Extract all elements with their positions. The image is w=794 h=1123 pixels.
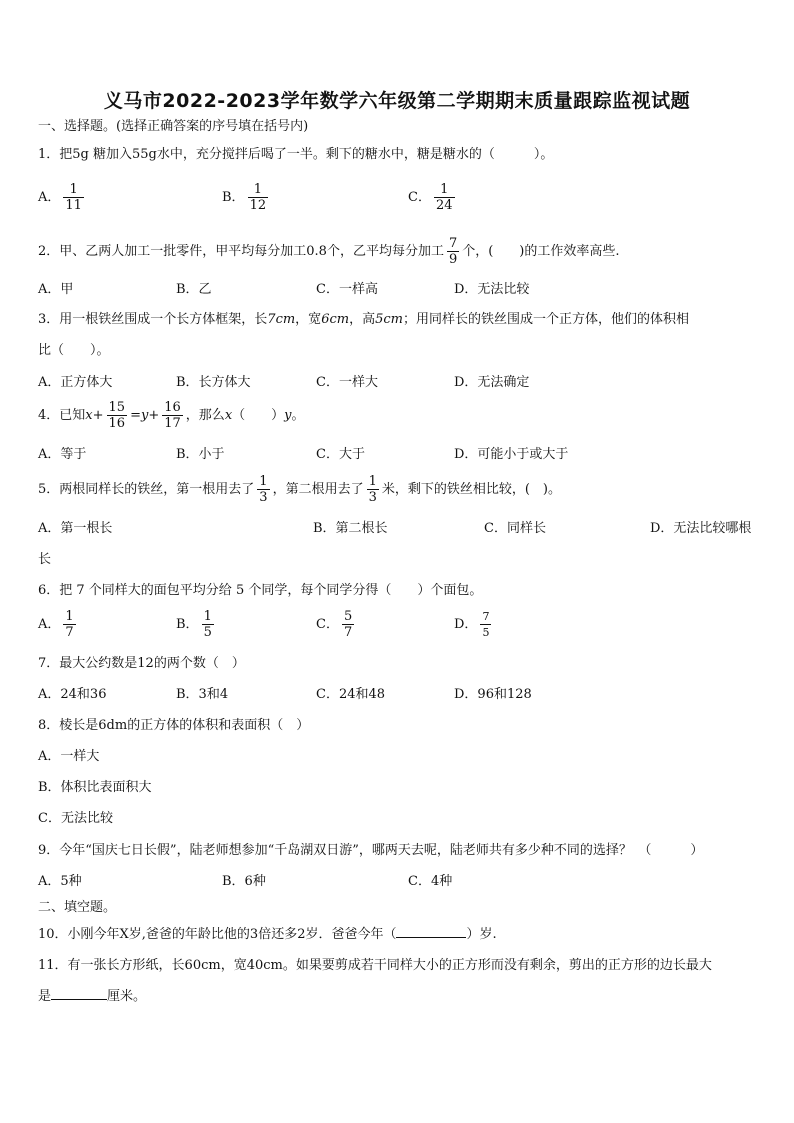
fraction: $\frac{16}{17}$: [164, 400, 181, 431]
question-11-line-1: 11．有一张长方形纸，长60cm，宽40cm。如果要剪成若干同样大小的正方形而没有剩余，剪出的正方形的边长最大: [38, 958, 712, 973]
q1-option-b: B． $\frac{1}{12}$: [222, 182, 267, 213]
q6-option-c: C． $\frac{5}{7}$: [316, 609, 353, 640]
q7-option-d: D．96和128: [454, 687, 532, 702]
q4-option-c: C．大于: [316, 447, 365, 462]
fraction: $\frac{5}{7}$: [343, 609, 353, 640]
question-7: 7．最大公约数是12的两个数（ ）: [38, 656, 245, 671]
q7-option-a: A．24和36: [38, 687, 107, 702]
fraction: $\frac{1}{3}$: [368, 474, 377, 505]
q5-option-d-continued: 长: [38, 552, 52, 567]
question-5: 5．两根同样长的铁丝，第一根用去了 $\frac{1}{3}$ ，第二根用去了 $\frac{1}{3}$ 米，剩下的铁丝相比较，( )。: [38, 474, 562, 505]
question-6: 6．把 7 个同样大的面包平均分给 5 个同学，每个同学分得（ ）个面包。: [38, 583, 483, 598]
question-1: 1．把5g 糖加入55g水中，充分搅拌后喝了一半。剩下的糖水中，糖是糖水的（ ）。: [38, 147, 554, 162]
q5-option-a: A．第一根长: [38, 521, 113, 536]
q5-option-b: B．第二根长: [313, 521, 388, 536]
section-heading-fill: 二、填空题。: [38, 900, 117, 915]
q7-option-c: C．24和48: [316, 687, 386, 702]
section-heading-choice: 一、选择题。(选择正确答案的序号填在括号内): [38, 119, 309, 134]
q3-option-d: D．无法确定: [454, 375, 530, 390]
fraction: $\frac{1}{3}$: [259, 474, 268, 505]
question-10: 10．小刚今年X岁,爸爸的年龄比他的3倍还多2岁．爸爸今年（ ）岁.: [38, 927, 497, 942]
q1-option-c: C． $\frac{1}{24}$: [408, 182, 453, 213]
q3-option-b: B．长方体大: [176, 375, 251, 390]
q8-option-b: B．体积比表面积大: [38, 780, 152, 795]
q2-option-a: A．甲: [38, 282, 74, 297]
q9-option-b: B．6种: [222, 874, 266, 889]
fraction: $\frac{1}{12}$: [249, 182, 267, 213]
q6-option-b: B． $\frac{1}{5}$: [176, 609, 212, 640]
q8-option-c: C．无法比较: [38, 811, 113, 826]
question-3-line-1: 3．用一根铁丝围成一个长方体框架，长7cm，宽6cm，高5cm；用同样长的铁丝围成一个正方体，他们的体积相: [38, 312, 689, 327]
q4-option-d: D．可能小于或大于: [454, 447, 569, 462]
fraction: $\frac{1}{5}$: [203, 609, 212, 640]
q6-option-a: A． $\frac{1}{7}$: [38, 609, 74, 640]
fraction: $\frac{15}{16}$: [108, 400, 126, 431]
q6-option-d: D． $\frac{7}{5}$: [454, 610, 490, 639]
q4-option-a: A．等于: [38, 447, 87, 462]
q3-option-c: C．一样大: [316, 375, 378, 390]
question-2: 2．甲、乙两人加工一批零件，甲平均每分加工0.8个，乙平均每分加工 $\frac{7}{9}$ 个，( )的工作效率高些.: [38, 236, 620, 267]
q5-option-d: D．无法比较哪根: [650, 521, 752, 536]
q9-option-a: A．5种: [38, 874, 82, 889]
q2-option-b: B．乙: [176, 282, 212, 297]
fraction: $\frac{1}{11}$: [65, 182, 82, 213]
answer-blank[interactable]: [51, 999, 107, 1000]
question-3-line-2: 比（ ）。: [38, 343, 110, 358]
q7-option-b: B．3和4: [176, 687, 229, 702]
question-11-line-2: 是 厘米。: [38, 989, 147, 1004]
q2-option-c: C．一样高: [316, 282, 378, 297]
q9-option-c: C．4种: [408, 874, 453, 889]
fraction: $\frac{7}{5}$: [482, 610, 490, 639]
fraction: $\frac{1}{24}$: [435, 182, 453, 213]
fraction: $\frac{1}{7}$: [65, 609, 74, 640]
question-9: 9．今年“国庆七日长假”，陆老师想参加“千岛湖双日游”，哪两天去呢，陆老师共有多少种不同的选择？ （ ）: [38, 843, 704, 858]
q4-option-b: B．小于: [176, 447, 225, 462]
q8-option-a: A．一样大: [38, 749, 100, 764]
answer-blank[interactable]: [396, 937, 466, 938]
q5-option-c: C．同样长: [484, 521, 546, 536]
fraction: $\frac{7}{9}$: [448, 236, 458, 267]
question-4: 4．已知x+ $\frac{15}{16}$ =y+ $\frac{16}{17}$ ，那么x（ ）y。: [38, 400, 305, 431]
question-8: 8．棱长是6dm的正方体的体积和表面积（ ）: [38, 718, 310, 733]
page-title: 义马市2022-2023学年数学六年级第二学期期末质量跟踪监视试题: [103, 90, 691, 112]
q1-option-a: A． $\frac{1}{11}$: [38, 182, 82, 213]
q2-option-d: D．无法比较: [454, 282, 530, 297]
q3-option-a: A．正方体大: [38, 375, 113, 390]
